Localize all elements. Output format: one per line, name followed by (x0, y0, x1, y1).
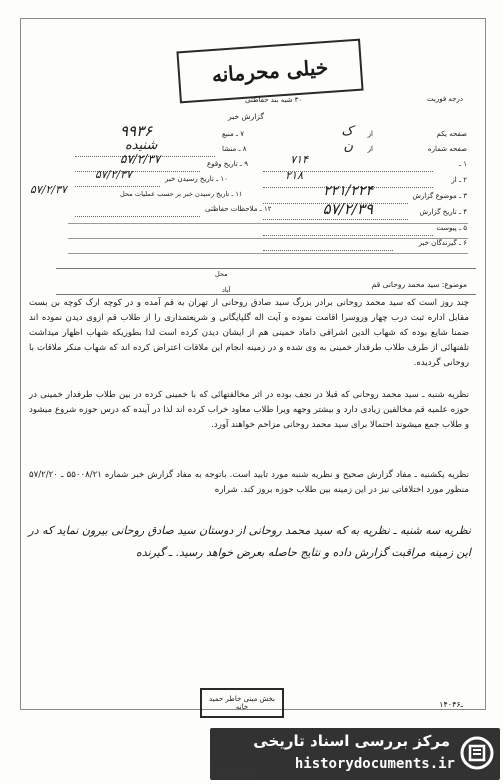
form-left-label: ۱۲ ـ ملاحظات حفاظتی (205, 205, 272, 213)
watermark-url: historydocuments.ir (294, 756, 455, 772)
form-left-label: ۷ ـ منبع (222, 130, 244, 138)
divider-line (56, 268, 476, 269)
handwritten-mark: ک (341, 124, 353, 139)
page-code: ۱۴۰ـ۴۶ (439, 700, 463, 709)
dotted-line (263, 234, 433, 236)
form-right-label: ۶ ـ گیرندگان خبر (418, 239, 467, 247)
dotted-line (75, 215, 200, 217)
handwritten-mark: ن (343, 139, 353, 154)
form-right-label: از (367, 145, 373, 153)
handwritten-value: ۵۷/۲/۳۷ (120, 152, 161, 166)
abad-label: آباد (222, 286, 231, 294)
report-title: گزارش خبر (228, 112, 264, 121)
dotted-line (263, 249, 393, 251)
form-right-label: صفحه یکم (436, 130, 467, 138)
handwritten-value: ۹۹۳۶ (120, 122, 153, 140)
subject-line: موضوع: سید محمد روحانی قم (371, 280, 467, 289)
form-left-label: ۹ ـ تاریخ وقوع (207, 160, 248, 168)
form-left-label: ۱۱ ـ تاریخ رسیدن خبر بر حسب عملیات محل (120, 190, 243, 198)
dotted-line (75, 185, 160, 187)
form-right-label: ۱ ـ (458, 160, 467, 168)
ruled-line (68, 222, 468, 224)
watermark-persian: مرکز بررسی اسناد تاریخی (253, 732, 450, 750)
form-right-label: صفحه شماره (427, 145, 467, 153)
handwritten-value: ۲۲۱/۲۲۴ (323, 183, 373, 199)
handwritten-value: ۵۷/۲/۳۹ (322, 200, 373, 218)
handwritten-value: ۵۷/۲/۳۷ (30, 183, 67, 196)
classification-label: درجه فوریت (427, 95, 463, 103)
form-right-label: از (367, 130, 373, 138)
divider-line (56, 294, 476, 295)
form-left-label: ۸ ـ منشا (222, 145, 247, 153)
analysis-sunday: نظریه یکشنبه ـ مفاد گزارش صحیح و نظریه شنبه مورد تایید است. باتوجه به مفاد گزارش خبر شماره ۵۵۰۰۸/۲۱ ـ ۵۷/۲/۲۰ منظور مورد اختلافاتی نیز در این زمینه بین طلاب حوزه بروز کند. شراره (29, 470, 469, 495)
archive-stamp-text: بخش مبنی خاطر حمید خانه (209, 695, 275, 711)
analysis-saturday: نظریه شنبه ـ سید محمد روحانی که قبلا در نجف بوده در اثر مخالفتهائی که با خمینی کرده در بین طلاب طرفدار خمینی در حوزه علمیه قم مخالفین زیادی دارد و بیشتر وجهه ویرا طلاب معاود خراب کرده اند لذا در آینده که درس حوزه شروع میشود و طلاب جمع میشوند احتمالا برای سید محمد روحانی مزاحم خواهند آورد. (29, 390, 469, 430)
form-right-label: ۵ ـ پیوست (436, 224, 467, 232)
report-paragraph: چند روز است که سید محمد روحانی برادر بزرگ سید صادق روحانی از تهران به قم آمده و در کوچه ارک کوچه بن بست مقابل اداره ثبت درب چهار وروسرا اقامت نموده و آیت اله گلپایگانی و شریعتمداری را از طلاب قم ازوی دیدن نموده اند ضمنا شایع بوده که شهاب الدین اشراقی داماد خمینی هم از ایشان دیدن کرده است لذا بطوریکه شهاب اظهار میداشت تلفنهائی از طرف طلاب طرفدار خمینی به وی شده و در زمینه انجام این ملاقات اعتراض کرده اند که شهاب منکر ملاقات با روحانی گردیده. (29, 298, 469, 368)
classification-stamp-text: خیلی محرمانه (211, 54, 329, 88)
form-right-label: ۲ ـ از (451, 176, 467, 184)
form-right-label: ۳ ـ موضوع گزارش (412, 192, 467, 200)
archive-watermark (210, 728, 500, 780)
handwritten-note: نظریه سه شنبه ـ نظریه به که سید محمد روحانی از دوستان سید صادق روحانی بیرون نماید که در این زمینه مراقبت گزارش داده و نتایج حاصله بعرض خواهد رسید. ـ گیرنده (28, 524, 471, 559)
ruled-line (68, 237, 468, 239)
handwritten-value: ۷۱۴ (290, 153, 308, 166)
form-left-label: ۱۰ ـ تاریخ رسیدن خبر (165, 175, 228, 183)
form-right-label: ۴ ـ تاریخ گزارش (419, 208, 467, 216)
archive-logo-icon (460, 736, 494, 770)
mahal-label: محل (215, 270, 228, 278)
archive-stamp (200, 688, 284, 718)
stamp-subtitle: ۳۰ شبه بند حفاظتی (245, 96, 303, 104)
handwritten-value: شنیده (125, 138, 158, 153)
dotted-line (75, 170, 200, 172)
handwritten-value: ۲۱۸ (285, 169, 303, 182)
dotted-line (263, 218, 408, 220)
handwritten-value: ۵۷/۲/۳۷ (95, 168, 132, 181)
ruled-line (68, 252, 468, 254)
